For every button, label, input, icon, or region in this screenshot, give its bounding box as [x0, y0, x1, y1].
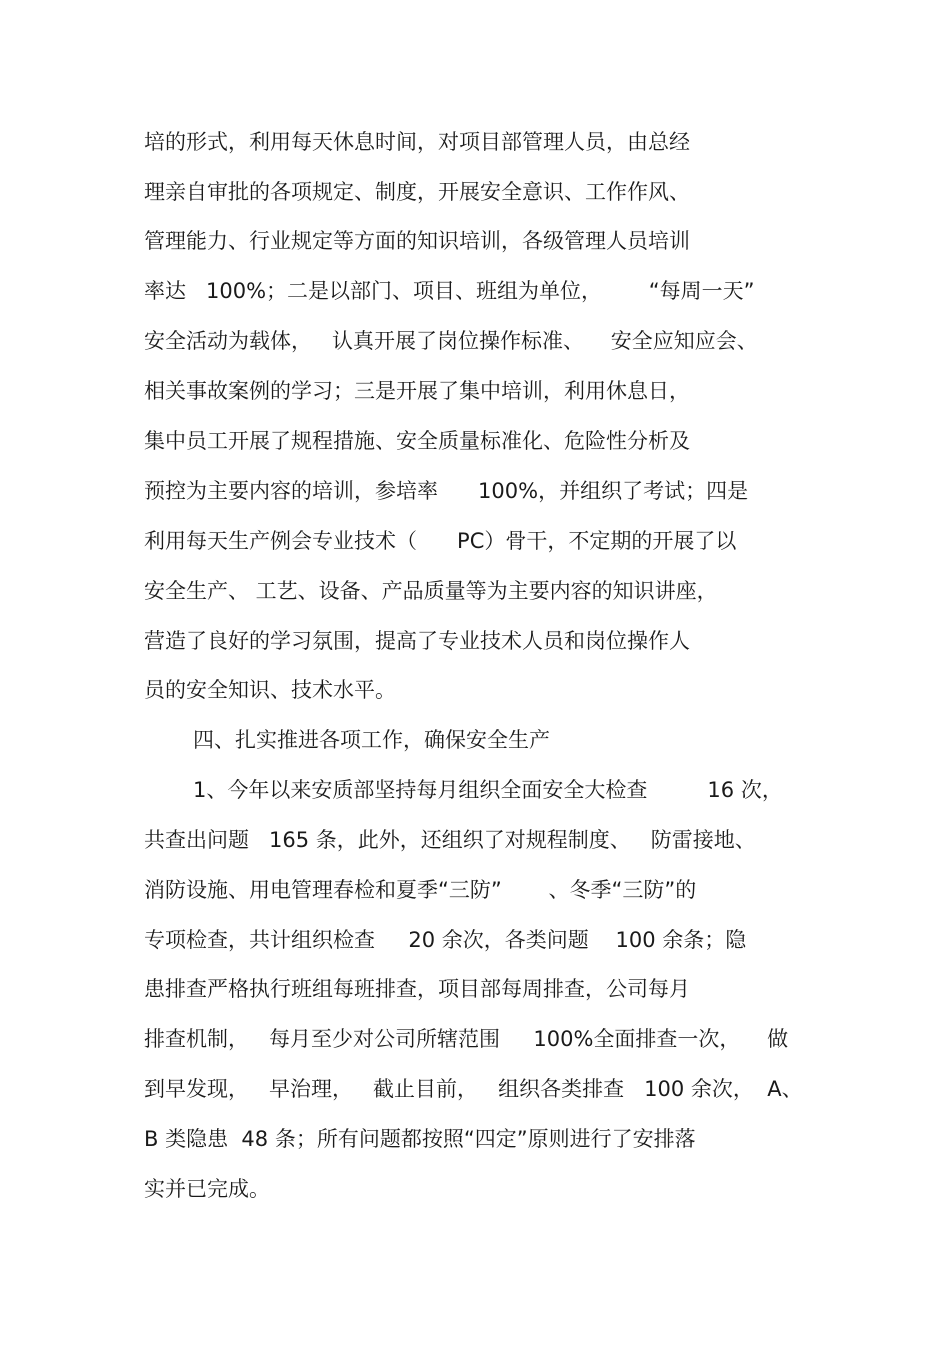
paragraph-line: 患排查严格执行班组每班排查，项目部每周排查，公司每月 — [144, 977, 690, 1001]
paragraph-line: B 类隐患 48 条；所有问题都按照“四定”原则进行了安排落 — [144, 1127, 696, 1151]
paragraph-line: 利用每天生产例会专业技术（ PC）骨干，不定期的开展了以 — [144, 529, 737, 553]
paragraph-line: 培的形式，利用每天休息时间，对项目部管理人员，由总经 — [144, 130, 690, 154]
paragraph-line: 相关事故案例的学习；三是开展了集中培训，利用休息日， — [144, 379, 690, 403]
paragraph-line: 排查机制， 每月至少对公司所辖范围 100%全面排查一次， 做 — [144, 1027, 789, 1051]
paragraph-line: 安全活动为载体， 认真开展了岗位操作标准、 安全应知应会、 — [144, 329, 758, 353]
paragraph-line: 实并已完成。 — [144, 1177, 270, 1201]
paragraph-line: 消防设施、用电管理春检和夏季“三防” 、冬季“三防”的 — [144, 878, 697, 902]
paragraph-line: 安全生产、 工艺、设备、产品质量等为主要内容的知识讲座， — [144, 579, 718, 603]
paragraph-line: 共查出问题 165 条，此外，还组织了对规程制度、 防雷接地、 — [144, 828, 756, 852]
section-heading: 四、扎实推进各项工作，确保安全生产 — [193, 728, 550, 752]
paragraph-line: 预控为主要内容的培训，参培率 100%，并组织了考试；四是 — [144, 479, 749, 503]
paragraph-line: 管理能力、行业规定等方面的知识培训，各级管理人员培训 — [144, 229, 690, 253]
paragraph-line: 1、今年以来安质部坚持每月组织全面安全大检查 16 次， — [193, 778, 783, 802]
paragraph-line: 率达 100%；二是以部门、项目、班组为单位， “每周一天” — [144, 279, 755, 303]
paragraph-line: 专项检查，共计组织检查 20 余次，各类问题 100 余条；隐 — [144, 928, 747, 952]
paragraph-line: 员的安全知识、技术水平。 — [144, 678, 396, 702]
paragraph-line: 集中员工开展了规程措施、安全质量标准化、危险性分析及 — [144, 429, 690, 453]
paragraph-line: 理亲自审批的各项规定、制度，开展安全意识、工作作风、 — [144, 180, 690, 204]
paragraph-line: 营造了良好的学习氛围，提高了专业技术人员和岗位操作人 — [144, 629, 690, 653]
paragraph-line: 到早发现， 早治理， 截止目前， 组织各类排查 100 余次， A、 — [144, 1077, 803, 1101]
